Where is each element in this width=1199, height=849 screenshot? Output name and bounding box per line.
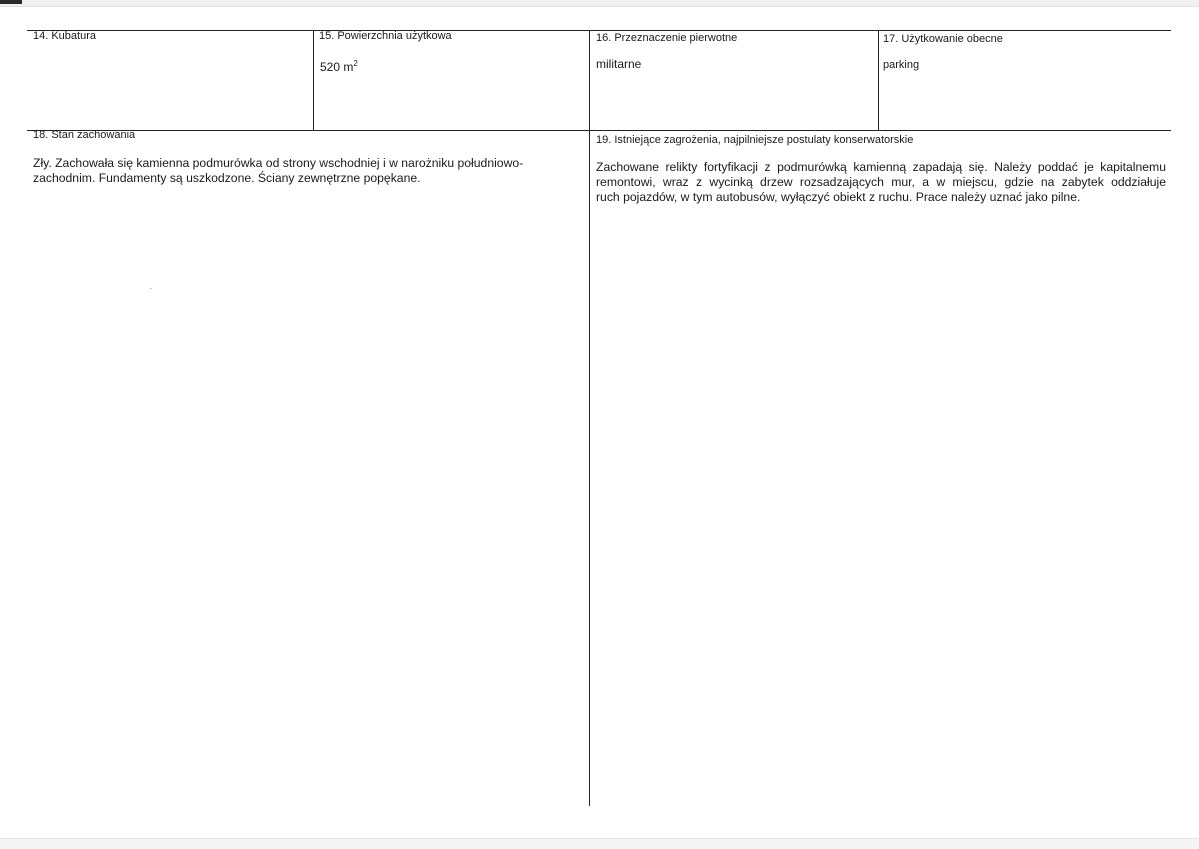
row-divider	[27, 130, 1171, 131]
field-16-value: militarne	[596, 57, 642, 71]
form-top-border	[27, 30, 1171, 31]
field-18-label: 18. Stan zachowania	[33, 129, 136, 141]
field-19-line: ruch pojazdów, w tym autobusów, wyłączyć obiekt z ruchu. Prace należy uznać jako pilne.	[596, 190, 1081, 204]
field-19-label: 19. Istniejące zagrożenia, najpilniejsze postulaty konserwatorskie	[596, 134, 914, 146]
field-15-label: 15. Powierzchnia użytkowa	[319, 30, 452, 42]
scan-speck	[150, 288, 152, 289]
field-19-line: remontowi, wraz z wycinką drzew rozsadzających mur, a w miejscu, gdzie na zabytek oddziałuje	[596, 175, 1166, 189]
column-divider-main	[589, 30, 590, 806]
field-17-label: 17. Użytkowanie obecne	[883, 33, 1003, 45]
field-17-value: parking	[883, 59, 920, 71]
area-value: 520 m	[320, 60, 354, 74]
field-18-line: zachodnim. Fundamenty są uszkodzone. Ściany zewnętrzne popękane.	[33, 171, 421, 185]
field-19-text	[596, 160, 1166, 205]
area-unit-exponent: 2	[353, 59, 358, 68]
field-19-line: Zachowane relikty fortyfikacji z podmurówką kamienną zapadają się. Należy poddać je kapitalnemu	[596, 160, 1166, 174]
field-16-label: 16. Przeznaczenie pierwotne	[596, 32, 738, 44]
column-divider-14-15	[313, 30, 314, 130]
scan-corner-mark	[0, 0, 22, 4]
field-18-text	[33, 156, 578, 186]
field-18-line: Zły. Zachowała się kamienna podmurówka od strony wschodniej i w narożniku południowo-	[33, 156, 524, 170]
scan-top-edge	[0, 0, 1199, 7]
column-divider-16-17	[878, 30, 879, 130]
field-15-value	[320, 57, 358, 74]
field-14-label: 14. Kubatura	[33, 30, 96, 42]
scan-bottom-edge	[0, 838, 1199, 849]
